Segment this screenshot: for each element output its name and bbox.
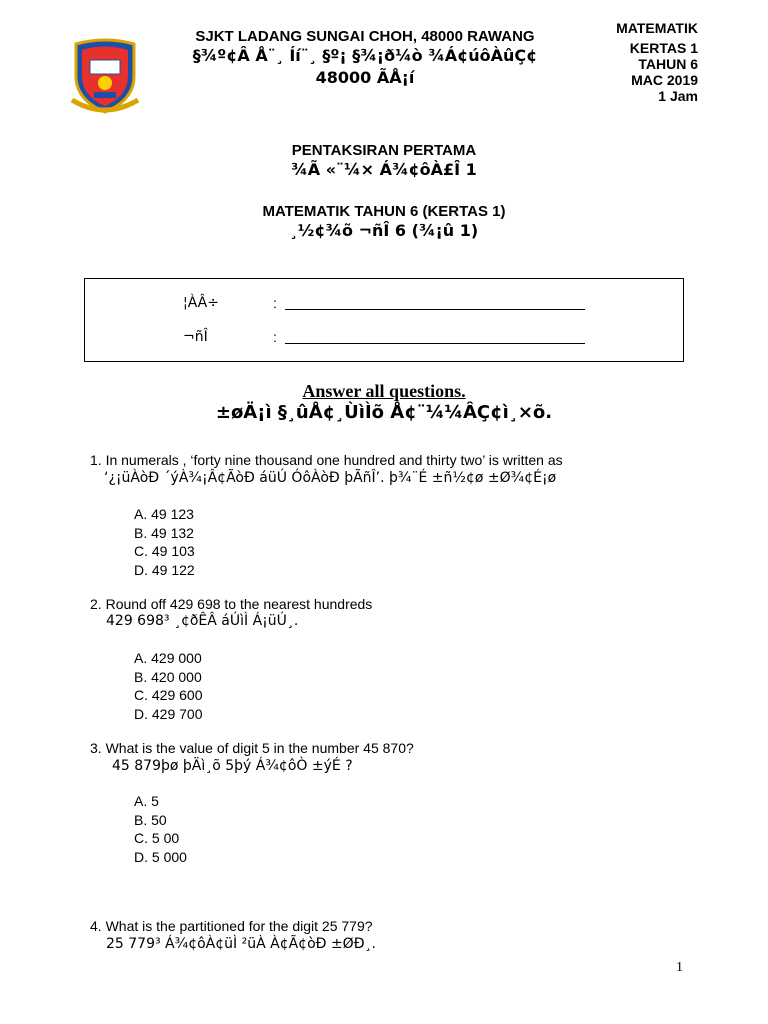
- question-number: 3.: [90, 740, 102, 756]
- question-text: What is the partitioned for the digit 25 779?: [105, 918, 373, 934]
- question-3: [90, 740, 414, 757]
- question-text: What is the value of digit 5 in the number 45 870?: [105, 740, 414, 756]
- option-c[interactable]: C. 429 600: [134, 687, 203, 703]
- school-logo: [70, 38, 140, 114]
- student-info-box: [84, 278, 684, 362]
- question-number: 1.: [90, 452, 102, 468]
- assessment-title-tamil: ¾Ã «¨¼× Á¾¢ôÀ£Î 1: [291, 160, 477, 179]
- instruction-tamil: ±øÄ¡ì §¸ûÅ¢¸ÙìÌõ Å¢¨¼¼ÂÇ¢ì¸×õ.: [215, 402, 553, 423]
- paper-label: KERTAS 1: [629, 40, 698, 56]
- school-address-tamil: 48000 ÃÅ¡í: [315, 68, 415, 87]
- duration-label: 1 Jam: [658, 88, 698, 104]
- page-number: 1: [676, 960, 683, 975]
- option-d[interactable]: D. 5 000: [134, 848, 187, 865]
- option-d[interactable]: D. 49 122: [134, 561, 195, 578]
- question-text: In numerals , ‘forty nine thousand one hundred and thirty two’ is written as: [105, 452, 563, 468]
- option-a[interactable]: A. 5: [134, 793, 159, 809]
- option-b[interactable]: B. 420 000: [134, 668, 202, 685]
- question-number: 4.: [90, 918, 102, 934]
- question-1-options: [134, 505, 195, 579]
- question-2-tamil: 429 698³ ¸¢ðÊÂ áÚìÌ Á¡üÚ¸.: [106, 613, 299, 629]
- school-name: SJKT LADANG SUNGAI CHOH, 48000 RAWANG: [195, 28, 535, 45]
- option-d[interactable]: D. 429 700: [134, 705, 203, 722]
- school-name-tamil: §¾º¢Â Å¨¸ Íí¨¸ §º¡ §¾¡ð¼ò ¾Á¢úôÀûÇ¢: [192, 46, 538, 65]
- question-2: [90, 596, 372, 613]
- question-1-tamil: ‘¿¡üÀòÐ ´ýÀ¾¡Â¢ÃòÐ áüÚ ÓôÀòÐ þÃñÎ’. þ¾¨É ±ñ½¢ø ±Ø¾¢É¡ø: [104, 470, 557, 486]
- paper-title: MATEMATIK TAHUN 6 (KERTAS 1): [262, 203, 506, 220]
- class-colon: :: [273, 329, 277, 345]
- paper-title-tamil: ¸½¢¾õ ¬ñÎ 6 (¾¡û 1): [289, 221, 479, 240]
- question-4: [90, 918, 373, 935]
- date-label: MAC 2019: [631, 72, 698, 88]
- option-a[interactable]: A. 49 123: [134, 506, 194, 522]
- assessment-title: PENTAKSIRAN PERTAMA: [291, 142, 477, 159]
- question-3-options: [134, 792, 187, 866]
- option-c[interactable]: C. 49 103: [134, 543, 195, 559]
- name-field[interactable]: [285, 309, 585, 310]
- option-c[interactable]: C. 5 00: [134, 830, 180, 846]
- class-field[interactable]: [285, 343, 585, 344]
- question-1: [90, 452, 563, 469]
- option-a[interactable]: A. 429 000: [134, 650, 202, 666]
- question-4-tamil: 25 779³ Á¾¢ôÀ¢üÌ ²üÀ À¢Ã¢òÐ ±ØÐ¸.: [106, 936, 376, 952]
- question-3-tamil: 45 879þø þÄì¸õ 5þý Á¾¢ôÒ ±ýÉ ?: [112, 758, 353, 774]
- instruction-english: Answer all questions.: [302, 381, 466, 401]
- option-b[interactable]: B. 50: [134, 811, 167, 828]
- question-text: Round off 429 698 to the nearest hundreds: [105, 596, 373, 612]
- option-b[interactable]: B. 49 132: [134, 524, 194, 541]
- question-number: 2.: [90, 596, 102, 612]
- question-2-options: [134, 649, 203, 723]
- subject-label: MATEMATIK: [616, 20, 698, 36]
- year-label: TAHUN 6: [638, 56, 698, 72]
- name-label: ¦ÀÂ÷: [183, 295, 219, 311]
- name-colon: :: [273, 295, 277, 311]
- paper-info: [578, 20, 698, 104]
- class-label: ¬ñÎ: [183, 329, 208, 345]
